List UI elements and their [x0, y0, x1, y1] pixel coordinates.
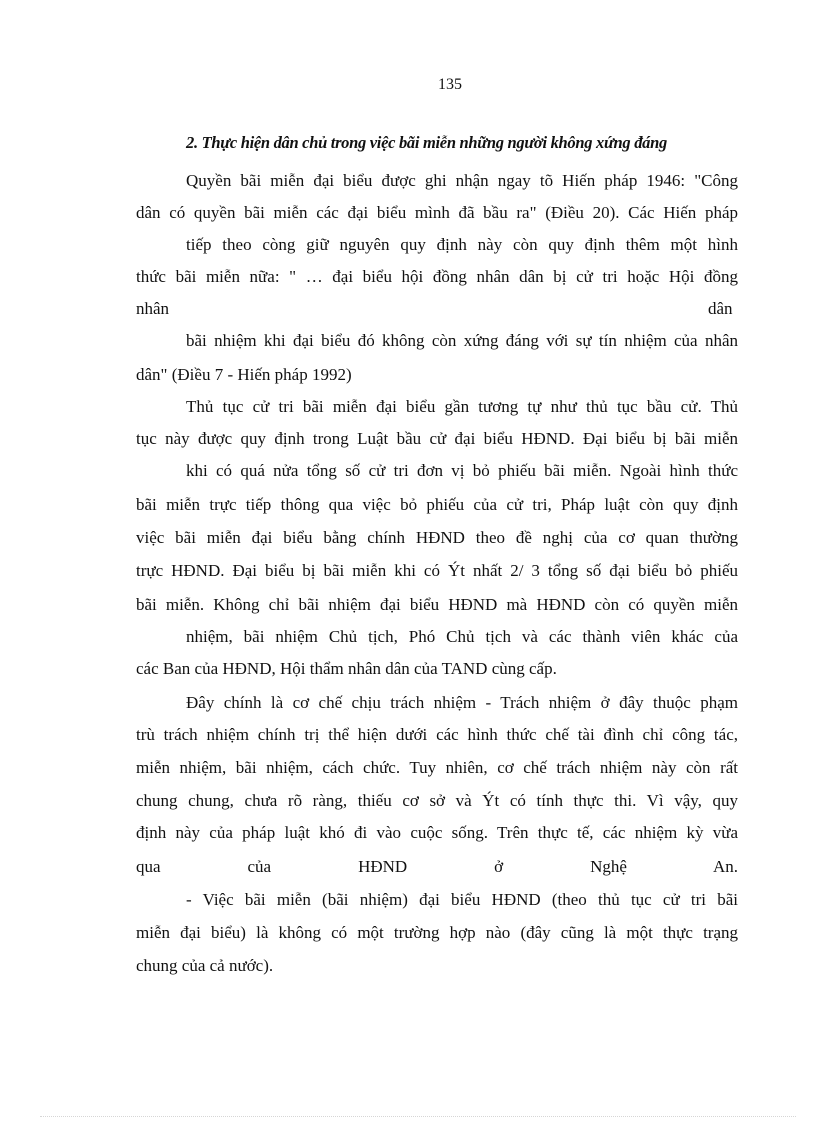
- text-line: chung chung, chưa rõ ràng, thiếu cơ sở và Ýt có tính thực thi. Vì vậy, quy: [136, 791, 738, 810]
- text-line: chung của cả nước).: [136, 956, 274, 975]
- text-line: bãi miễn trực tiếp thông qua việc bỏ phiếu của cử tri, Pháp luật còn quy định: [136, 495, 738, 514]
- text-line: nhiệm, bãi nhiệm Chủ tịch, Phó Chủ tịch và các thành viên khác của: [186, 627, 738, 646]
- text-line: bãi miễn. Không chỉ bãi nhiệm đại biểu HĐND mà HĐND còn có quyền miễn: [136, 595, 738, 614]
- text-line: Đây chính là cơ chế chịu trách nhiệm - Trách nhiệm ở đây thuộc phạm: [186, 693, 738, 712]
- text-line: dân có quyền bãi miễn các đại biểu mình đã bầu ra" (Điều 20). Các Hiến pháp: [136, 203, 738, 222]
- text-line: miễn nhiệm, bãi nhiệm, cách chức. Tuy nhiên, cơ chế trách nhiệm này còn rất: [136, 758, 738, 777]
- text-line: khi có quá nửa tổng số cử tri đơn vị bỏ phiếu bãi miễn. Ngoài hình thức: [186, 461, 738, 480]
- text-line: Thủ tục cử tri bãi miễn đại biểu gần tương tự như thủ tục bầu cử. Thủ: [186, 397, 738, 416]
- text-line: Quyền bãi miễn đại biểu được ghi nhận ngay tõ Hiến pháp 1946: "Công: [186, 171, 738, 190]
- text-line: qua của HĐND ở Nghệ An.: [136, 857, 738, 876]
- section-heading: 2. Thực hiện dân chủ trong việc bãi miễn những người không xứng đáng: [186, 133, 667, 152]
- text-line: các Ban của HĐND, Hội thẩm nhân dân của TAND cùng cấp.: [136, 659, 557, 678]
- text-line: nhân: [136, 299, 170, 318]
- text-line: tục này được quy định trong Luật bầu cử đại biểu HĐND. Đại biểu bị bãi miễn: [136, 429, 738, 448]
- text-line: miễn đại biểu) là không có một trường hợp nào (đây cũng là một thực trạng: [136, 923, 738, 942]
- text-line: dân" (Điều 7 - Hiến pháp 1992): [136, 365, 352, 384]
- text-line: thức bãi miễn nữa: " … đại biểu hội đồng nhân dân bị cử tri hoặc Hội đồng: [136, 267, 738, 286]
- text-line: bãi nhiệm khi đại biểu đó không còn xứng đáng với sự tín nhiệm của nhân: [186, 331, 738, 350]
- text-line: dân: [708, 299, 733, 318]
- text-line: - Việc bãi miễn (bãi nhiệm) đại biểu HĐND (theo thủ tục cử tri bãi: [186, 890, 738, 909]
- page-bottom-rule: [40, 1116, 796, 1117]
- text-line: định này của pháp luật khó đi vào cuộc sống. Trên thực tế, các nhiệm kỳ vừa: [136, 823, 738, 842]
- text-line: tiếp theo còng giữ nguyên quy định này còn quy định thêm một hình: [186, 235, 738, 254]
- page-number: 135: [438, 76, 462, 93]
- text-line: trù trách nhiệm chính trị thể hiện dưới các hình thức chế tài đình chỉ công tác,: [136, 725, 738, 744]
- text-line: trực HĐND. Đại biểu bị bãi miễn khi có Ýt nhất 2/ 3 tổng số đại biểu bỏ phiếu: [136, 561, 738, 580]
- text-line: việc bãi miễn đại biểu bằng chính HĐND theo đề nghị của cơ quan thường: [136, 528, 738, 547]
